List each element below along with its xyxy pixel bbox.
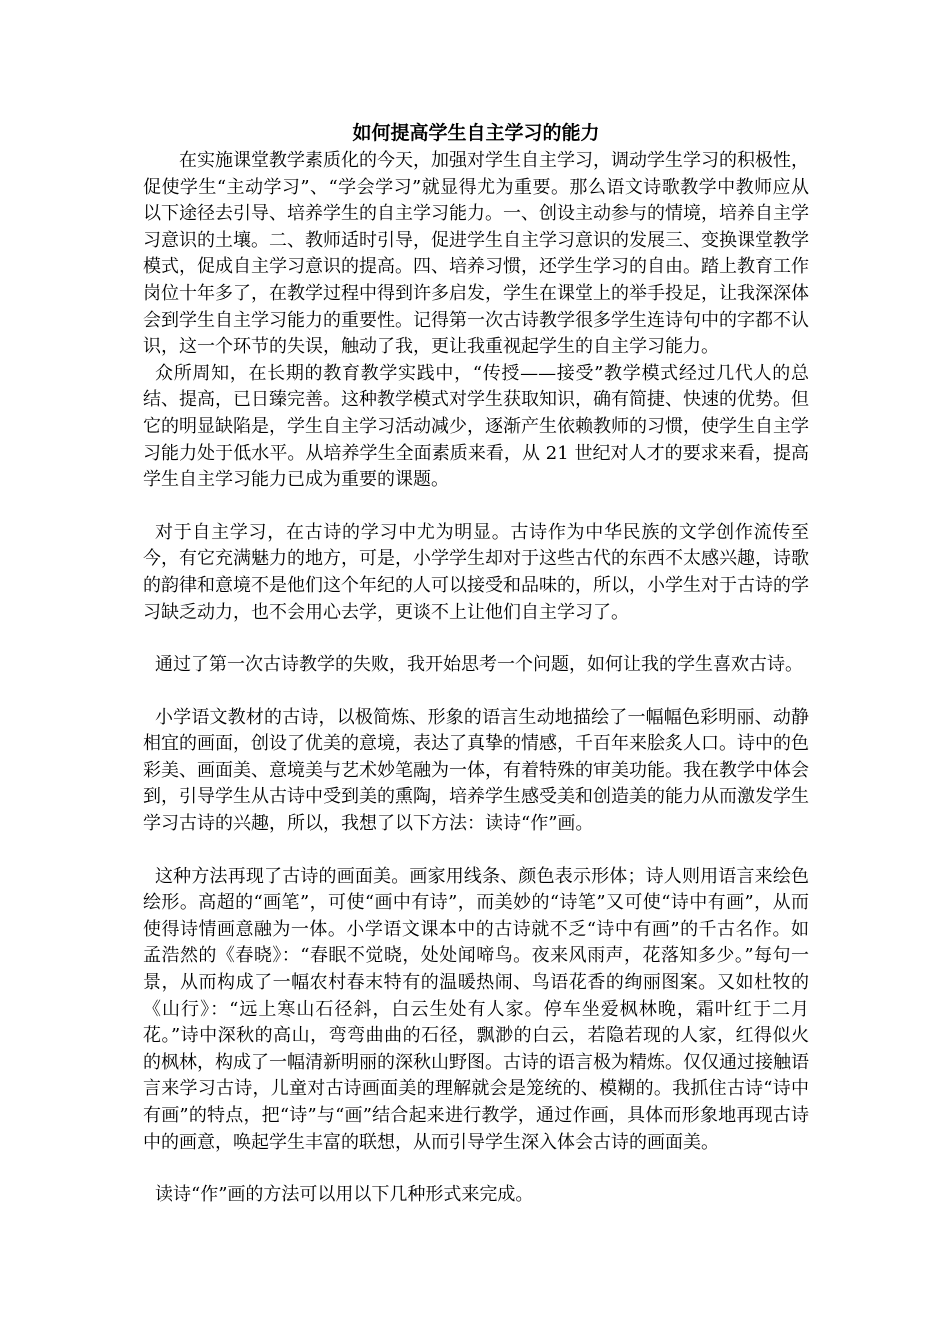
paragraph-forms: 读诗“作”画的方法可以用以下几种形式来完成。 xyxy=(155,1184,534,1206)
paragraph-textbook-poems: 小学语文教材的古诗，以极简炼、形象的语言生动地描绘了一幅幅色彩明丽、动静相宜的画面，创设了优美的意境，表达了真挚的情感，千百年来脍炙人口。诗中的色彩美、画面美、意境美与艺术妙笔融为一体，有着特殊的审美功能。我在教学中体会到，引导学生从古诗中受到美的熏陶，培养学生感受美和创造美的能力从而激发学生学习古诗的兴趣，所以，我想了以下方法：读诗“作”画。 xyxy=(143,706,809,835)
document-title: 如何提高学生自主学习的能力 xyxy=(352,122,600,144)
paragraph-spacer xyxy=(143,1156,809,1182)
paragraph-ancient-poetry: 对于自主学习，在古诗的学习中尤为明显。古诗作为中华民族的文学创作流传至今，有它充满魅力的地方，可是，小学学生却对于这些古代的东西不太感兴趣，诗歌的韵律和意境不是他们这个年纪的人可以接受和品味的，所以，小学生对于古诗的学习缺乏动力，也不会用心去学，更谈不上让他们自主学习了。 xyxy=(143,521,809,623)
paragraph-spacer xyxy=(143,626,809,652)
paragraph-intro: 在实施课堂教学素质化的今天，加强对学生自主学习，调动学生学习的积极性，促使学生“主动学习”、“学会学习”就显得尤为重要。那么语文诗歌教学中教师应从以下途径去引导、培养学生的自主学习能力。一、创设主动参与的情境，培养自主学习意识的土壤。二、教师适时引导，促进学生自主学习意识的发展三、变换课堂教学模式，促成自主学习意识的提高。四、培养习惯，还学生学习的自由。踏上教育工作岗位十年多了，在教学过程中得到许多启发，学生在课堂上的举手投足，让我深深体会到学生自主学习能力的重要性。记得第一次古诗教学很多学生连诗句中的字都不认识，这一个环节的失误，触动了我，更让我重视起学生的自主学习能力。 xyxy=(143,150,809,358)
paragraph-spacer xyxy=(143,838,809,864)
document-page xyxy=(143,118,809,1209)
paragraph-spacer xyxy=(143,679,809,705)
paragraph-method: 这种方法再现了古诗的画面美。画家用线条、颜色表示形体；诗人则用语言来绘色绘形。高超的“画笔”，可使“画中有诗”，而美妙的“诗笔”又可使“诗中有画”，从而使得诗情画意融为一体。小学语文课本中的古诗就不乏“诗中有画”的千古名作。如孟浩然的《春晓》：“春眠不觉晓，处处闻啼鸟。夜来风雨声，花落知多少。”每句一景，从而构成了一幅农村春末特有的温暖热闹、鸟语花香的绚丽图案。又如杜牧的《山行》：“远上寒山石径斜，白云生处有人家。停车坐爱枫林晚，霜叶红于二月花。”诗中深秋的高山，弯弯曲曲的石径，飘渺的白云，若隐若现的人家，红得似火的枫林，构成了一幅清新明丽的深秋山野图。古诗的语言极为精炼。仅仅通过接触语言来学习古诗，儿童对古诗画面美的理解就会是笼统的、模糊的。我抓住古诗“诗中有画”的特点，把“诗”与“画”结合起来进行教学，通过作画，具体而形象地再现古诗中的画意，唤起学生丰富的联想，从而引导学生深入体会古诗的画面美。 xyxy=(143,865,809,1153)
paragraph-reflection: 通过了第一次古诗教学的失败，我开始思考一个问题，如何让我的学生喜欢古诗。 xyxy=(155,654,803,676)
paragraph-teaching-model: 众所周知，在长期的教育教学实践中，“传授——接受”教学模式经过几代人的总结、提高，已日臻完善。这种教学模式对学生获取知识，确有简捷、快速的优势。但它的明显缺陷是，学生自主学习活动减少，逐渐产生依赖教师的习惯，使学生自主学习能力处于低水平。从培养学生全面素质来看，从 21 世纪对人才的要求来看，提高学生自主学习能力已成为重要的课题。 xyxy=(143,362,809,491)
paragraph-spacer xyxy=(143,494,809,520)
